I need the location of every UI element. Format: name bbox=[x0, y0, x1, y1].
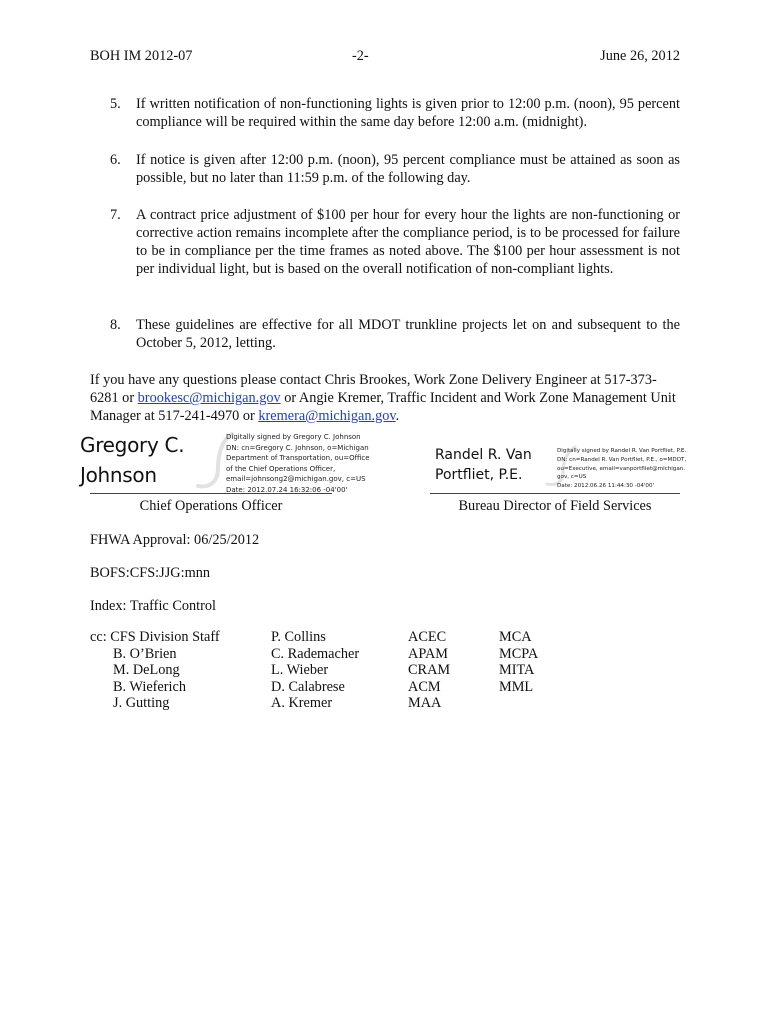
signature-detail-line: email=johnsong2@michigan.gov, c=US bbox=[226, 475, 366, 483]
signature-details bbox=[226, 432, 370, 495]
cc-entry: ACEC bbox=[408, 629, 447, 645]
signature-detail-line: Digitally signed by Randel R. Van Portfliet, P.E. bbox=[557, 448, 687, 454]
item-text: These guidelines are effective for all MDOT trunkline projects let on and subsequent to the October 5, 2012, letting. bbox=[136, 317, 680, 351]
cc-entry: MCA bbox=[499, 629, 532, 645]
index-line: Index: Traffic Control bbox=[90, 598, 217, 614]
cc-entry: APAM bbox=[408, 645, 449, 662]
signer-title-right: Bureau Director of Field Services bbox=[458, 498, 652, 514]
cc-entry: C. Rademacher bbox=[271, 645, 360, 662]
signature-line-right bbox=[430, 493, 680, 494]
memo-number: BOH IM 2012-07 bbox=[90, 48, 193, 64]
page-number: -2- bbox=[352, 48, 369, 64]
signature-details bbox=[557, 447, 686, 491]
cc-column-1 bbox=[90, 629, 220, 712]
item-number: 6. bbox=[110, 152, 121, 168]
signer-name-line1: Randel R. Van bbox=[435, 447, 532, 463]
cc-entry: cc: CFS Division Staff bbox=[90, 629, 220, 645]
item-text: If notice is given after 12:00 p.m. (noon), 95 percent compliance must be attained as soon as possible, but no later than 11:59 p.m. of the following day. bbox=[136, 152, 680, 186]
cc-entry: J. Gutting bbox=[113, 695, 170, 712]
signer-name-line2: Johnson bbox=[80, 463, 157, 487]
signer-name-line1: Gregory C. bbox=[80, 433, 185, 457]
signature-detail-line: ou=Executive, email=vanportfliet@michigan. bbox=[557, 465, 686, 472]
cc-entry: D. Calabrese bbox=[271, 678, 345, 695]
cc-entry: B. Wieferich bbox=[113, 678, 186, 695]
signature-detail-line: Digitally signed by Gregory C. Johnson bbox=[226, 433, 361, 441]
list-item bbox=[110, 206, 680, 278]
cc-entry: M. DeLong bbox=[113, 662, 180, 679]
list-item bbox=[110, 316, 680, 352]
memo-date: June 26, 2012 bbox=[600, 48, 680, 64]
cc-entry: P. Collins bbox=[271, 629, 326, 645]
cc-entry: B. O’Brien bbox=[113, 645, 177, 662]
signature-left bbox=[80, 430, 370, 494]
item-text: If written notification of non-functioning lights is given prior to 12:00 p.m. (noon), 95 percent compliance will be required within the same day before 12:00 a.m. (midnight). bbox=[136, 96, 680, 130]
signature-line-left bbox=[90, 493, 332, 494]
signer-title-left: Chief Operations Officer bbox=[139, 498, 283, 514]
signature-detail-line: Date: 2012.06.26 11:44:30 -04'00' bbox=[557, 483, 655, 490]
item-text: A contract price adjustment of $100 per hour for every hour the lights are non-functioning or corrective action remains incomplete after the compliance period, is to be processed for failure to be in compliance per the time frames as noted above. The $100 per hour assessment is not per individual light, but is based on the overall notification of non-compliant lights. bbox=[136, 207, 680, 277]
signer-name-line2: Portfliet, P.E. bbox=[435, 467, 523, 483]
fhwa-approval: FHWA Approval: 06/25/2012 bbox=[90, 532, 260, 548]
cc-column-2 bbox=[271, 629, 359, 712]
list-item bbox=[110, 151, 680, 187]
signature-detail-line: Date: 2012.07.24 16:32:06 -04'00' bbox=[226, 485, 348, 494]
cc-entry: CRAM bbox=[408, 662, 451, 679]
cc-entry: L. Wieber bbox=[271, 662, 329, 679]
signature-detail-line: DN: cn=Randel R. Van Portfliet, P.E., o=MDOT, bbox=[557, 456, 687, 463]
cc-entry: ACM bbox=[408, 678, 441, 695]
contact-text: or Angie Kremer, Traffic Incident and Work Zone Management Unit Manager at 517-241-4970 or bbox=[90, 390, 676, 424]
cc-entry: MCPA bbox=[499, 645, 539, 662]
signature-right bbox=[435, 444, 685, 492]
signature-detail-line: gov, c=US bbox=[557, 474, 587, 481]
cc-entry: A. Kremer bbox=[271, 695, 333, 712]
cc-entry: MAA bbox=[408, 695, 442, 712]
email-link-brookes[interactable]: brookesc@michigan.gov bbox=[137, 390, 281, 406]
item-number: 8. bbox=[110, 317, 121, 333]
page-header bbox=[90, 47, 680, 67]
cc-entry: MITA bbox=[499, 662, 535, 679]
signature-detail-line: Department of Transportation, ou=Office bbox=[226, 454, 370, 462]
item-number: 5. bbox=[110, 96, 121, 112]
signature-detail-line: DN: cn=Gregory C. Johnson, o=Michigan bbox=[226, 443, 369, 452]
cc-column-4 bbox=[499, 629, 538, 695]
cc-column-3 bbox=[408, 629, 450, 712]
signature-detail-line: of the Chief Operations Officer, bbox=[226, 464, 336, 473]
email-link-kremer[interactable]: kremera@michigan.gov bbox=[258, 408, 396, 424]
contact-text: . bbox=[395, 408, 400, 424]
list-item bbox=[110, 95, 680, 131]
contact-paragraph bbox=[90, 371, 680, 425]
item-number: 7. bbox=[110, 207, 121, 223]
reference-code: BOFS:CFS:JJG:mnn bbox=[90, 565, 210, 581]
contact-text: If you have any questions please contact Chris Brookes, Work Zone Delivery Engineer at 517-373-6281 or bbox=[90, 372, 657, 406]
cc-entry: MML bbox=[499, 678, 534, 695]
